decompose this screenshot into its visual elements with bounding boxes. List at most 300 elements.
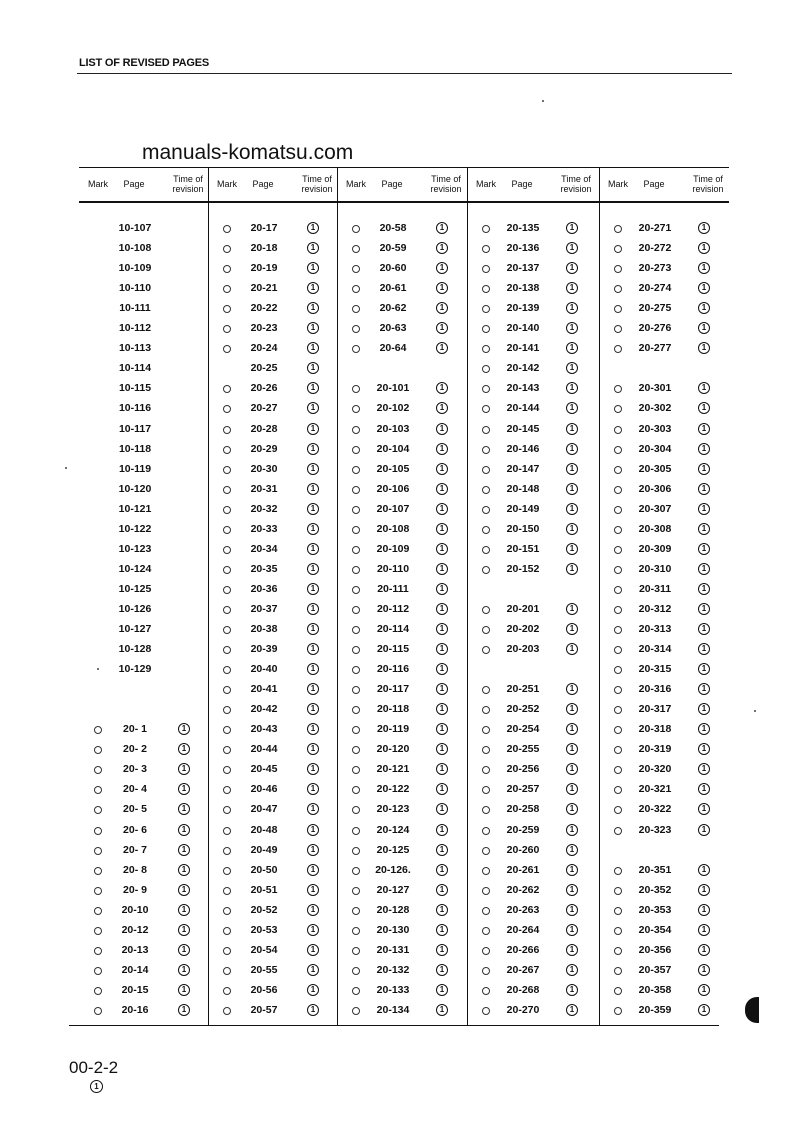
header-rule — [77, 73, 732, 74]
revision-number-icon: 1 — [698, 222, 710, 234]
revision-number-icon: 1 — [307, 402, 319, 414]
revision-mark-icon — [614, 546, 622, 554]
page-number-cell: 20-272 — [638, 242, 672, 255]
revision-mark-icon — [482, 646, 490, 654]
page-number-cell: 20-103 — [376, 422, 410, 435]
revision-mark-icon — [482, 566, 490, 574]
revision-mark-icon — [352, 506, 360, 514]
revision-number-icon: 1 — [436, 262, 448, 274]
page-number-cell: 20-49 — [250, 843, 278, 856]
table-top-rule — [79, 167, 729, 168]
revision-number-icon: 1 — [566, 342, 578, 354]
revision-mark-icon — [223, 927, 231, 935]
page-number-cell: 20-30 — [250, 462, 278, 475]
revision-mark-icon — [352, 806, 360, 814]
revision-mark-icon — [223, 566, 231, 574]
revision-mark-icon — [482, 486, 490, 494]
revision-mark-icon — [352, 967, 360, 975]
page-number-cell: 20-18 — [250, 242, 278, 255]
revision-number-icon: 1 — [436, 603, 448, 615]
revision-mark-icon — [482, 927, 490, 935]
page-number-cell: 20-46 — [250, 783, 278, 796]
revision-number-icon: 1 — [436, 944, 448, 956]
revision-number-icon: 1 — [566, 844, 578, 856]
page-number-cell: 20-143 — [506, 382, 540, 395]
revision-number-icon: 1 — [307, 683, 319, 695]
revision-number-icon: 1 — [307, 583, 319, 595]
page-number-cell: 20-259 — [506, 823, 540, 836]
revision-number-icon: 1 — [698, 543, 710, 555]
revision-number-icon: 1 — [566, 443, 578, 455]
revision-mark-icon — [614, 405, 622, 413]
revision-number-icon: 1 — [698, 483, 710, 495]
revision-mark-icon — [482, 606, 490, 614]
revision-number-icon: 1 — [436, 443, 448, 455]
revision-mark-icon — [94, 766, 102, 774]
revision-number-icon: 1 — [178, 964, 190, 976]
revision-number-icon: 1 — [307, 984, 319, 996]
revision-number-icon: 1 — [698, 683, 710, 695]
revision-number-icon: 1 — [307, 663, 319, 675]
page-number-cell: 20-25 — [250, 362, 278, 375]
revision-mark-icon — [223, 405, 231, 413]
revision-mark-icon — [223, 907, 231, 915]
column-header-mark: Mark — [88, 179, 108, 189]
revision-mark-icon — [223, 426, 231, 434]
revision-number-icon: 1 — [566, 864, 578, 876]
page-number-cell: 20-322 — [638, 803, 672, 816]
revision-number-icon: 1 — [566, 944, 578, 956]
revision-mark-icon — [482, 345, 490, 353]
page-number-cell: 20-123 — [376, 803, 410, 816]
revision-mark-icon — [614, 666, 622, 674]
revision-mark-icon — [352, 486, 360, 494]
revision-mark-icon — [352, 546, 360, 554]
revision-mark-icon — [482, 365, 490, 373]
revision-mark-icon — [482, 987, 490, 995]
revision-mark-icon — [614, 686, 622, 694]
page-number-cell: 20-31 — [250, 482, 278, 495]
page-number-cell: 10-121 — [118, 502, 152, 515]
page-number-cell: 20-39 — [250, 643, 278, 656]
page-number-cell: 20-311 — [638, 582, 672, 595]
page-number-cell: 20-255 — [506, 743, 540, 756]
page-number-cell: 20-107 — [376, 502, 410, 515]
revision-mark-icon — [482, 325, 490, 333]
revision-number-icon: 1 — [436, 543, 448, 555]
page-number-cell: 10-117 — [118, 422, 152, 435]
page-number-cell: 20-257 — [506, 783, 540, 796]
revision-mark-icon — [223, 646, 231, 654]
revision-number-icon: 1 — [566, 563, 578, 575]
revision-number-icon: 1 — [566, 282, 578, 294]
revision-number-icon: 1 — [566, 984, 578, 996]
revision-mark-icon — [352, 947, 360, 955]
page-number-cell: 20-258 — [506, 803, 540, 816]
page-number-cell: 20-315 — [638, 663, 672, 676]
revision-mark-icon — [482, 887, 490, 895]
page-number-cell: 20-112 — [376, 602, 410, 615]
page-number-cell: 20-308 — [638, 522, 672, 535]
page-number-cell: 20-138 — [506, 282, 540, 295]
revision-number-icon: 1 — [436, 483, 448, 495]
revision-number-icon: 1 — [178, 803, 190, 815]
page-number-cell: 20-120 — [376, 743, 410, 756]
revision-number-icon: 1 — [566, 803, 578, 815]
revision-number-icon: 1 — [566, 362, 578, 374]
column-header-mark: Mark — [217, 179, 237, 189]
revision-mark-icon — [223, 666, 231, 674]
revision-number-icon: 1 — [566, 623, 578, 635]
revision-mark-icon — [614, 385, 622, 393]
revision-number-icon: 1 — [307, 503, 319, 515]
revision-number-icon: 1 — [307, 423, 319, 435]
page-number-cell: 20-133 — [376, 983, 410, 996]
revision-number-icon: 1 — [436, 342, 448, 354]
page-number-cell: 20-271 — [638, 222, 672, 234]
revision-number-icon: 1 — [307, 944, 319, 956]
page-number-cell: 20-54 — [250, 943, 278, 956]
revision-number-icon: 1 — [698, 904, 710, 916]
page-number-cell: 20-201 — [506, 602, 540, 615]
revision-number-icon: 1 — [698, 583, 710, 595]
page-number-cell: 10-120 — [118, 482, 152, 495]
revision-number-icon: 1 — [436, 844, 448, 856]
revision-mark-icon — [614, 806, 622, 814]
page-number-cell: 20-114 — [376, 623, 410, 635]
page-number-cell: 20-319 — [638, 743, 672, 756]
column-header-time-line1: Time of — [693, 174, 723, 184]
page-number-cell: 20-150 — [506, 522, 540, 535]
revision-mark-icon — [352, 305, 360, 313]
revision-number-icon: 1 — [698, 603, 710, 615]
revision-number-icon: 1 — [436, 322, 448, 334]
revision-mark-icon — [94, 947, 102, 955]
revision-mark-icon — [223, 546, 231, 554]
revision-mark-icon — [223, 606, 231, 614]
page-number-cell: 20-64 — [379, 342, 407, 355]
revision-number-icon: 1 — [436, 904, 448, 916]
revision-mark-icon — [482, 546, 490, 554]
revision-mark-icon — [614, 466, 622, 474]
revision-number-icon: 1 — [307, 783, 319, 795]
page-number-cell: 10-111 — [119, 302, 151, 315]
revision-mark-icon — [223, 1007, 231, 1015]
column-header-time-line1: Time of — [302, 174, 332, 184]
revision-number-icon: 1 — [566, 703, 578, 715]
page-number-cell: 20-44 — [250, 743, 278, 756]
revision-mark-icon — [614, 265, 622, 273]
revision-mark-icon — [482, 446, 490, 454]
revision-mark-icon — [482, 967, 490, 975]
page-number-cell: 20-55 — [250, 963, 278, 976]
page-number-cell: 20-33 — [250, 522, 278, 535]
revision-number-icon: 1 — [436, 222, 448, 234]
revision-mark-icon — [482, 265, 490, 273]
revision-mark-icon — [223, 706, 231, 714]
page-number-cell: 10-129 — [118, 663, 152, 676]
page-number-cell: 20-58 — [379, 222, 407, 234]
revision-number-icon: 1 — [698, 563, 710, 575]
revision-number-icon: 1 — [698, 282, 710, 294]
revision-mark-icon — [614, 766, 622, 774]
revision-mark-icon — [614, 426, 622, 434]
revision-mark-icon — [482, 385, 490, 393]
revision-number-icon: 1 — [178, 864, 190, 876]
page-number-cell: 10-123 — [118, 542, 152, 555]
page-number-cell: 20-127 — [376, 883, 410, 896]
page-number-cell: 20-28 — [250, 422, 278, 435]
page-number-cell: 20-51 — [250, 883, 278, 896]
revision-number-icon: 1 — [307, 1004, 319, 1016]
page-number-cell: 20-320 — [638, 763, 672, 776]
page-number-cell: 20-131 — [376, 943, 410, 956]
page-number-cell: 20-145 — [506, 422, 540, 435]
revision-mark-icon — [94, 786, 102, 794]
revision-number-icon: 1 — [436, 282, 448, 294]
page-number-cell: 20-56 — [250, 983, 278, 996]
revision-mark-icon — [352, 686, 360, 694]
revision-mark-icon — [614, 606, 622, 614]
revision-number-icon: 1 — [307, 723, 319, 735]
page-number-cell: 20-42 — [250, 703, 278, 716]
revision-mark-icon — [352, 405, 360, 413]
revision-number-icon: 1 — [698, 783, 710, 795]
revision-mark-icon — [94, 746, 102, 754]
revision-mark-icon — [482, 626, 490, 634]
revision-mark-icon — [223, 847, 231, 855]
revision-mark-icon — [614, 626, 622, 634]
column-header-time-of-revision — [425, 174, 467, 194]
revision-number-icon: 1 — [698, 924, 710, 936]
page-number-cell: 20-321 — [638, 783, 672, 796]
revision-number-icon: 1 — [436, 1004, 448, 1016]
page-number-cell: 20-146 — [506, 442, 540, 455]
revision-mark-icon — [223, 626, 231, 634]
page-number-cell: 20-256 — [506, 763, 540, 776]
page-number: 00-2-2 — [69, 1058, 119, 1077]
page-number-cell: 20-139 — [506, 302, 540, 315]
page-number-cell: 20-116 — [376, 663, 410, 676]
revision-mark-icon — [352, 466, 360, 474]
revision-mark-icon — [223, 265, 231, 273]
revision-mark-icon — [352, 626, 360, 634]
revision-number-icon: 1 — [436, 643, 448, 655]
revision-number-icon: 1 — [698, 322, 710, 334]
revision-mark-icon — [614, 526, 622, 534]
revision-number-icon: 1 — [566, 1004, 578, 1016]
page-number-cell: 20-35 — [250, 562, 278, 575]
revision-number-icon: 1 — [698, 743, 710, 755]
page-number-cell: 20-16 — [121, 1003, 149, 1016]
revision-mark-icon — [614, 947, 622, 955]
revision-mark-icon — [94, 967, 102, 975]
revision-mark-icon — [223, 285, 231, 293]
revision-mark-icon — [223, 446, 231, 454]
revision-mark-icon — [614, 987, 622, 995]
page-number-cell: 10-126 — [118, 602, 152, 615]
revision-mark-icon — [352, 265, 360, 273]
page-number-cell: 20-262 — [506, 883, 540, 896]
page-number-cell: 20-50 — [250, 863, 278, 876]
page-number-cell: 20-38 — [250, 623, 278, 635]
page-number-cell: 20-141 — [506, 342, 540, 355]
page-number-cell: 20-302 — [638, 402, 672, 415]
page-number-cell: 10-119 — [118, 462, 152, 475]
revision-mark-icon — [352, 847, 360, 855]
revision-mark-icon — [352, 285, 360, 293]
revision-number-icon: 1 — [178, 944, 190, 956]
revision-mark-icon — [614, 245, 622, 253]
page-number-cell: 20-357 — [638, 963, 672, 976]
scan-speck — [65, 467, 67, 469]
revision-mark-icon — [482, 405, 490, 413]
page-number-cell: 20-117 — [376, 683, 410, 696]
page-number-cell: 10-128 — [118, 643, 152, 656]
revision-mark-icon — [614, 325, 622, 333]
page-number-cell: 20-274 — [638, 282, 672, 295]
edge-tab-mark — [745, 997, 759, 1023]
page-number-cell: 20-318 — [638, 723, 672, 736]
revision-number-icon: 1 — [566, 683, 578, 695]
revision-number-icon: 1 — [307, 864, 319, 876]
page-number-cell: 20-358 — [638, 983, 672, 996]
revision-mark-icon — [223, 967, 231, 975]
revision-mark-icon — [482, 766, 490, 774]
column-header-page: Page — [381, 179, 403, 189]
scan-speck — [542, 100, 544, 102]
revision-mark-icon — [352, 245, 360, 253]
revision-mark-icon — [94, 806, 102, 814]
page-number-cell: 20-15 — [121, 983, 149, 996]
revision-number-icon: 1 — [307, 603, 319, 615]
revision-number-icon: 1 — [698, 423, 710, 435]
revision-number-icon: 1 — [178, 984, 190, 996]
revision-mark-icon — [614, 927, 622, 935]
revision-number-icon: 1 — [698, 723, 710, 735]
revision-number-icon: 1 — [307, 322, 319, 334]
revision-number-icon: 1 — [436, 402, 448, 414]
revision-mark-icon — [223, 586, 231, 594]
page-number-cell: 20-266 — [506, 943, 540, 956]
revision-number-icon: 1 — [307, 844, 319, 856]
revision-number-icon: 1 — [436, 984, 448, 996]
revision-number-icon: 1 — [566, 382, 578, 394]
revision-mark-icon — [223, 867, 231, 875]
column-header-page: Page — [643, 179, 665, 189]
column-header-time-line2: revision — [430, 184, 462, 194]
column-separator — [467, 167, 468, 1026]
revision-number-icon: 1 — [566, 603, 578, 615]
page-revision-icon: 1 — [90, 1080, 103, 1093]
revision-mark-icon — [94, 847, 102, 855]
page-number-cell: 20-52 — [250, 903, 278, 916]
page-number-cell: 20-134 — [376, 1003, 410, 1016]
revision-mark-icon — [223, 385, 231, 393]
revision-number-icon: 1 — [307, 543, 319, 555]
revision-mark-icon — [223, 827, 231, 835]
revision-mark-icon — [223, 887, 231, 895]
page-number-cell: 20-32 — [250, 502, 278, 515]
page-number-cell: 20-101 — [376, 382, 410, 395]
revision-mark-icon — [614, 345, 622, 353]
revision-mark-icon — [223, 987, 231, 995]
page-number-cell: 20- 3 — [123, 763, 147, 776]
page-header-title: LIST OF REVISED PAGES — [79, 57, 210, 69]
revision-mark-icon — [223, 947, 231, 955]
page-number-cell: 20-136 — [506, 242, 540, 255]
revision-number-icon: 1 — [698, 964, 710, 976]
column-header-page: Page — [511, 179, 533, 189]
page-number-cell: 10-107 — [118, 222, 152, 234]
page-number-cell: 20- 4 — [123, 783, 147, 796]
page-number-cell: 20-24 — [250, 342, 278, 355]
page-number-cell: 20-312 — [638, 602, 672, 615]
revision-mark-icon — [94, 987, 102, 995]
revision-mark-icon — [482, 726, 490, 734]
revision-mark-icon — [482, 867, 490, 875]
revision-number-icon: 1 — [698, 944, 710, 956]
revision-number-icon: 1 — [698, 703, 710, 715]
page-number-cell: 20-102 — [376, 402, 410, 415]
page-number-cell: 20-304 — [638, 442, 672, 455]
revision-mark-icon — [614, 225, 622, 233]
page-number-cell: 20-26 — [250, 382, 278, 395]
page-number-cell: 20-251 — [506, 683, 540, 696]
revision-number-icon: 1 — [307, 382, 319, 394]
page-number-cell: 20-352 — [638, 883, 672, 896]
revision-number-icon: 1 — [698, 984, 710, 996]
revision-mark-icon — [352, 606, 360, 614]
column-separator — [208, 167, 209, 1026]
revision-mark-icon — [614, 786, 622, 794]
revision-number-icon: 1 — [436, 924, 448, 936]
page-number-cell: 10-116 — [118, 402, 152, 415]
column-header-time-of-revision — [296, 174, 338, 194]
page-number-cell: 10-110 — [118, 282, 152, 295]
page-number-cell: 20-62 — [379, 302, 407, 315]
revision-number-icon: 1 — [566, 463, 578, 475]
revision-mark-icon — [223, 305, 231, 313]
page-number-cell: 20-34 — [250, 542, 278, 555]
page-number-cell: 10-114 — [118, 362, 152, 375]
revision-number-icon: 1 — [566, 262, 578, 274]
page-number-cell: 20- 1 — [123, 723, 147, 736]
revision-number-icon: 1 — [698, 824, 710, 836]
revision-number-icon: 1 — [436, 783, 448, 795]
page-number-cell: 20-37 — [250, 602, 278, 615]
column-header-page: Page — [252, 179, 274, 189]
revision-mark-icon — [614, 446, 622, 454]
revision-number-icon: 1 — [698, 402, 710, 414]
page-number-cell: 20-47 — [250, 803, 278, 816]
revision-number-icon: 1 — [698, 643, 710, 655]
page-number-cell: 20- 5 — [123, 803, 147, 816]
column-header-time-line1: Time of — [561, 174, 591, 184]
revision-number-icon: 1 — [307, 242, 319, 254]
revision-number-icon: 1 — [698, 623, 710, 635]
page-number-cell: 20-314 — [638, 643, 672, 656]
column-header-time-of-revision — [687, 174, 729, 194]
page-number-cell: 20-105 — [376, 462, 410, 475]
revision-mark-icon — [614, 586, 622, 594]
page-number-cell: 10-124 — [118, 562, 152, 575]
revision-number-icon: 1 — [178, 844, 190, 856]
revision-number-icon: 1 — [436, 563, 448, 575]
revision-mark-icon — [482, 686, 490, 694]
revision-mark-icon — [482, 847, 490, 855]
page-number-cell: 20-268 — [506, 983, 540, 996]
